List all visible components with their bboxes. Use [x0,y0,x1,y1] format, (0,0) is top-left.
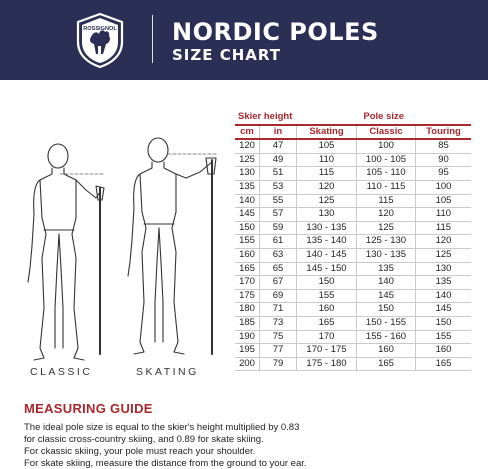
table-cell: 53 [260,180,297,194]
table-cell: 110 - 115 [357,180,416,194]
table-row [235,194,471,208]
table-cell: 105 [297,139,357,153]
col-skating-header: Skating [297,125,357,140]
table-cell: 195 [235,344,260,358]
table-cell: 130 - 135 [297,221,357,235]
table-cell: 77 [260,344,297,358]
table-body [235,139,471,371]
table-cell: 120 [297,180,357,194]
table-cell: 125 [235,153,260,167]
table-cell: 145 [416,303,472,317]
guide-line-2: for classic cross-country skiing, and 0.89 for skate skiing. [24,434,264,445]
rossignol-logo-icon [70,10,130,70]
table-cell: 57 [260,208,297,222]
page-subtitle: SIZE CHART [172,46,282,64]
table-cell: 155 [416,330,472,344]
table-cell: 125 [357,221,416,235]
table-cell: 100 [416,180,472,194]
guide-line-4: For skate skiing, measure the distance from the ground to your ear. [24,458,307,469]
table-cell: 115 [416,221,472,235]
table-row [235,276,471,290]
table-cell: 150 [297,276,357,290]
col-touring-header: Touring [416,125,472,140]
table-group-header-row [235,111,471,125]
table-row [235,235,471,249]
table-cell: 160 [416,344,472,358]
size-chart-table [235,111,471,371]
table-cell: 145 - 150 [297,262,357,276]
table-cell: 59 [260,221,297,235]
table-cell: 185 [235,316,260,330]
table-cell: 69 [260,289,297,303]
skating-skier-figure [128,138,216,354]
table-row [235,262,471,276]
table-cell: 110 [416,208,472,222]
table-cell: 170 [235,276,260,290]
table-row [235,167,471,181]
pole-size-header: Pole size [297,111,472,125]
table-cell: 190 [235,330,260,344]
table-cell: 155 [297,289,357,303]
table-cell: 55 [260,194,297,208]
col-cm-header: cm [235,125,260,140]
table-cell: 160 [235,248,260,262]
header-banner [0,0,488,80]
table-cell: 95 [416,167,472,181]
table-row [235,303,471,317]
brand-text: ROSSIGNOL [83,26,117,32]
table-row [235,208,471,222]
table-cell: 130 [297,208,357,222]
table-cell: 130 - 135 [357,248,416,262]
table-cell: 100 [357,139,416,153]
table-cell: 85 [416,139,472,153]
table-cell: 120 [416,235,472,249]
table-cell: 145 [235,208,260,222]
table-cell: 175 [235,289,260,303]
table-cell: 140 - 145 [297,248,357,262]
table-row [235,221,471,235]
table-cell: 150 - 155 [357,316,416,330]
table-cell: 110 [297,153,357,167]
table-cell: 170 [297,330,357,344]
guide-line-3: For ckassic skiing, your pole must reach your shoulder. [24,446,256,457]
table-cell: 105 - 110 [357,167,416,181]
table-cell: 49 [260,153,297,167]
table-cell: 180 [235,303,260,317]
table-column-header-row [235,125,471,140]
table-cell: 165 [235,262,260,276]
skier-figures-illustration [0,118,240,388]
table-cell: 120 [235,139,260,153]
table-cell: 63 [260,248,297,262]
table-cell: 125 [297,194,357,208]
table-row [235,289,471,303]
table-row [235,330,471,344]
table-cell: 150 [357,303,416,317]
table-cell: 61 [260,235,297,249]
table-cell: 150 [416,316,472,330]
table-cell: 135 [357,262,416,276]
table-cell: 130 [235,167,260,181]
classic-skier-figure [28,144,104,360]
table-row [235,357,471,371]
table-cell: 73 [260,316,297,330]
table-cell: 125 - 130 [357,235,416,249]
table-cell: 145 [357,289,416,303]
table-cell: 47 [260,139,297,153]
table-cell: 75 [260,330,297,344]
table-cell: 175 - 180 [297,357,357,371]
classic-label: CLASSIC [30,366,93,378]
table-row [235,139,471,153]
table-cell: 150 [235,221,260,235]
table-cell: 165 [297,316,357,330]
table-row [235,153,471,167]
guide-line-1: The ideal pole size is equal to the skier's height multiplied by 0.83 [24,422,300,433]
table-cell: 90 [416,153,472,167]
table-cell: 140 [235,194,260,208]
table-cell: 155 [235,235,260,249]
table-cell: 140 [416,289,472,303]
table-cell: 165 [416,357,472,371]
table-cell: 170 - 175 [297,344,357,358]
col-classic-header: Classic [357,125,416,140]
table-cell: 200 [235,357,260,371]
table-cell: 135 - 140 [297,235,357,249]
skating-label: SKATING [136,366,199,378]
table-row [235,344,471,358]
table-cell: 130 [416,262,472,276]
page-title: NORDIC POLES [172,18,379,46]
table-cell: 135 [235,180,260,194]
table-row [235,316,471,330]
table-cell: 125 [416,248,472,262]
table-row [235,248,471,262]
table-cell: 79 [260,357,297,371]
table-cell: 105 [416,194,472,208]
table-cell: 155 - 160 [357,330,416,344]
table-cell: 51 [260,167,297,181]
table-cell: 65 [260,262,297,276]
table-cell: 160 [357,344,416,358]
table-cell: 165 [357,357,416,371]
table-cell: 160 [297,303,357,317]
table-cell: 115 [357,194,416,208]
measuring-guide-title: MEASURING GUIDE [24,401,153,416]
table-cell: 115 [297,167,357,181]
table-cell: 120 [357,208,416,222]
table-cell: 71 [260,303,297,317]
table-cell: 135 [416,276,472,290]
table-cell: 67 [260,276,297,290]
table-cell: 100 - 105 [357,153,416,167]
skier-height-header: Skier height [235,111,297,125]
col-in-header: in [260,125,297,140]
table-cell: 140 [357,276,416,290]
header-divider [152,15,153,63]
table-row [235,180,471,194]
